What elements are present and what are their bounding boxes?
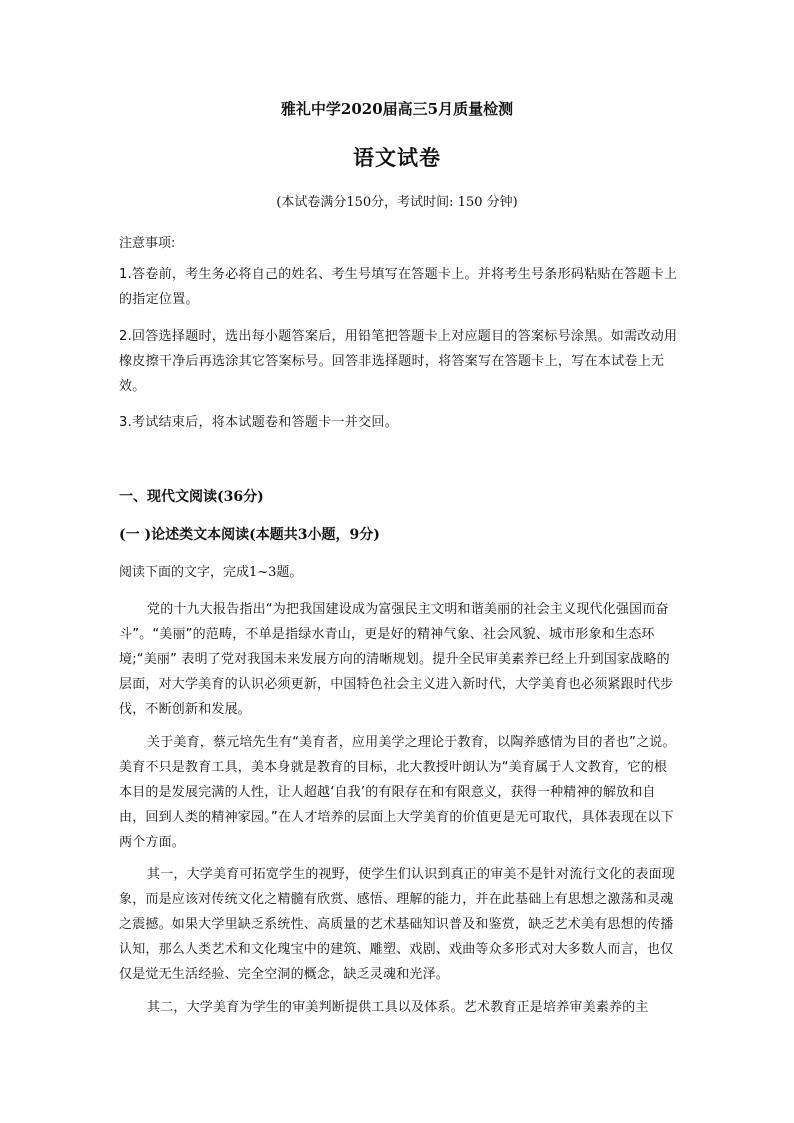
notice-item-1: 1.答卷前，考生务必将自己的姓名、考生号填写在答题卡上。并将考生号条形码粘贴在答题卡上的指定位置。 — [119, 267, 678, 307]
section-heading: 一、现代文阅读(36分) — [119, 489, 264, 505]
passage-paragraph: 其二，大学美育为学生的审美判断提供工具以及体系。艺术教育正是培养审美素养的主 — [147, 1000, 649, 1015]
notice-item-2: 2.回答选择题时，选出每小题答案后，用铅笔把答题卡上对应题目的答案标号涂黑。如需改动用橡皮擦干净后再选涂其它答案标号。回答非选择题时，将答案写在答题卡上，写在本试卷上无效。 — [119, 329, 678, 394]
notice-heading: 注意事项: — [119, 236, 176, 251]
exam-info: (本试卷满分150分，考试时间: 150 分钟) — [276, 195, 518, 210]
passage-paragraph: 其一，大学美育可拓宽学生的视野，使学生们认识到真正的审美不是针对流行文化的表面现象，而是应该对传统文化之精髓有欣赏、感悟、理解的能力，并在此基础上有思想之激荡和灵魂之震撼。如果大学里缺乏系统性、高质量的艺术基础知识普及和鉴赏，缺乏艺术美有思想的传播认知，那么人类艺术和文化瑰宝中的建筑、雕塑、戏剧、戏曲等众多形式对大多数人而言，也仅仅是觉无生活经验、完全空洞的概念，缺乏灵魂和光泽。 — [119, 867, 676, 982]
passage-paragraph: 党的十九大报告指出“为把我国建设成为富强民主文明和谐美丽的社会主义现代化强国而奋斗”。“美丽”的范畴，不单是指绿水青山，更是好的精神气象、社会风貌、城市形象和生态环境;“美丽” 表明了党对我国未来发展方向的清晰规划。提升全民审美素养已经上升到国家战略的层面，对大学美育的认识必须更新，中国特色社会主义进入新时代，大学美育也必须紧跟时代步伐，不断创新和发展。 — [119, 602, 674, 717]
sub-section-heading: (一 )论述类文本阅读(本题共3小题，9分) — [119, 527, 380, 543]
reading-instruction: 阅读下面的文字，完成1~3题。 — [119, 565, 303, 580]
school-title: 雅礼中学2020届高三5月质量检测 — [280, 100, 514, 118]
exam-title: 语文试卷 — [353, 145, 441, 170]
notice-item-3: 3.考试结束后，将本试题卷和答题卡一并交回。 — [119, 415, 399, 430]
passage-paragraph: 关于美育，蔡元培先生有“美育者，应用美学之理论于教育，以陶养感情为目的者也”之说。美育不只是教育工具，美本身就是教育的目标，北大教授叶朗认为“美育属于人文教育，它的根本目的是发展完满的人性，让人超越‘自我’的有限存在和有限意义，获得一种精神的解放和自由，回到人类的精神家园。”在人才培养的层面上大学美育的价值更是无可取代，具体表现在以下两个方面。 — [119, 735, 676, 850]
